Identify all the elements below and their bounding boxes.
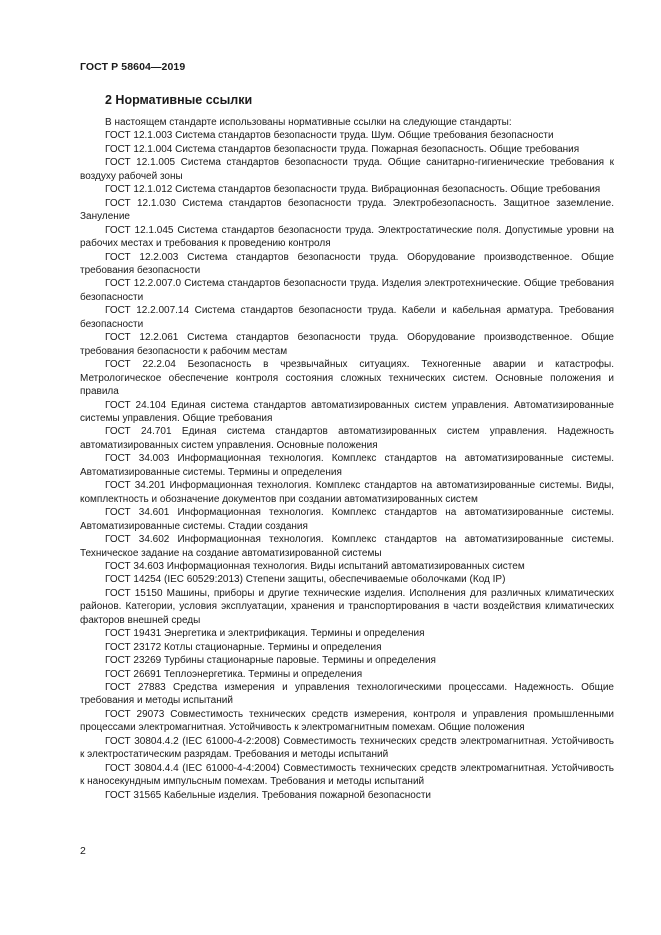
page-number: 2 (80, 845, 86, 857)
reference-paragraph: ГОСТ 12.1.004 Система стандартов безопасности труда. Пожарная безопасность. Общие требования (105, 143, 580, 155)
reference-paragraph: ГОСТ 34.601 Информационная технология. Комплекс стандартов на автоматизированные системы. Автоматизированные системы. Стадии создания (80, 507, 614, 532)
reference-paragraph: ГОСТ 15150 Машины, приборы и другие технические изделия. Исполнения для различных климатических районов. Категории, условия эксплуатации, хранения и транспортирования в части воздействия климатических факторов внешней среды (80, 587, 614, 626)
reference-paragraph: ГОСТ 12.2.007.14 Система стандартов безопасности труда. Кабели и кабельная арматура. Требования безопасности (80, 305, 614, 330)
reference-paragraph: ГОСТ 30804.4.4 (IEC 61000-4-4:2004) Совместимость технических средств электромагнитная. Устойчивость к наносекундным импульсным помехам. Требования и методы испытаний (80, 762, 614, 788)
reference-paragraph: ГОСТ 24.701 Единая система стандартов автоматизированных систем управления. Надежность автоматизированных систем управления. Основные положения (80, 426, 614, 451)
reference-paragraph: ГОСТ 34.602 Информационная технология. Комплекс стандартов на автоматизированные системы. Техническое задание на создание автоматизированной системы (80, 534, 614, 559)
reference-paragraph: ГОСТ 31565 Кабельные изделия. Требования пожарной безопасности (105, 789, 431, 801)
reference-paragraph: ГОСТ 12.2.007.0 Система стандартов безопасности труда. Изделия электротехнические. Общие требования безопасности (80, 278, 614, 303)
reference-paragraph: ГОСТ 29073 Совместимость технических средств измерения, контроля и управления промышленными процессами электромагнитная. Устойчивость к электромагнитным помехам. Общие положения (80, 708, 614, 734)
reference-paragraph: ГОСТ 22.2.04 Безопасность в чрезвычайных ситуациях. Техногенные аварии и катастрофы. Метрологическое обеспечение контроля состояния сложных технических систем. Основные положения и правила (80, 359, 614, 398)
reference-paragraph: ГОСТ 12.2.003 Система стандартов безопасности труда. Оборудование производственное. Общие требования безопасности (80, 251, 614, 276)
reference-paragraph: ГОСТ 26691 Теплоэнергетика. Термины и определения (105, 668, 363, 680)
reference-paragraph: ГОСТ 27883 Средства измерения и управления технологическими процессами. Надежность. Общие требования и методы испытаний (80, 682, 614, 707)
references-list (80, 116, 614, 802)
reference-paragraph: ГОСТ 12.1.012 Система стандартов безопасности труда. Вибрационная безопасность. Общие требования (105, 184, 601, 196)
document-code-header: ГОСТ Р 58604—2019 (80, 61, 186, 73)
reference-paragraph: ГОСТ 34.603 Информационная технология. Виды испытаний автоматизированных систем (105, 560, 525, 572)
reference-paragraph: ГОСТ 12.1.045 Система стандартов безопасности труда. Электростатические поля. Допустимые уровни на рабочих местах и требования к проведению контроля (80, 224, 614, 250)
reference-paragraph: ГОСТ 12.1.030 Система стандартов безопасности труда. Электробезопасность. Защитное заземление. Зануление (80, 197, 614, 223)
reference-paragraph: ГОСТ 19431 Энергетика и электрификация. Термины и определения (105, 628, 425, 640)
reference-paragraph: ГОСТ 12.2.061 Система стандартов безопасности труда. Оборудование производственное. Общие требования безопасности к рабочим местам (80, 332, 614, 357)
reference-paragraph: В настоящем стандарте использованы нормативные ссылки на следующие стандарты: (105, 117, 512, 128)
reference-paragraph: ГОСТ 12.1.003 Система стандартов безопасности труда. Шум. Общие требования безопасности (105, 130, 554, 142)
reference-paragraph: ГОСТ 23172 Котлы стационарные. Термины и определения (105, 641, 382, 653)
reference-paragraph: ГОСТ 30804.4.2 (IEC 61000-4-2:2008) Совместимость технических средств электромагнитная. Устойчивость к электростатическим разрядам. Требования и методы испытаний (80, 735, 614, 761)
reference-paragraph: ГОСТ 23269 Турбины стационарные паровые. Термины и определения (105, 655, 436, 667)
reference-paragraph: ГОСТ 24.104 Единая система стандартов автоматизированных систем управления. Автоматизированные системы управления. Общие требования (80, 399, 614, 424)
reference-paragraph: ГОСТ 12.1.005 Система стандартов безопасности труда. Общие санитарно-гигиенические требования к воздуху рабочей зоны (80, 157, 614, 182)
reference-paragraph: ГОСТ 34.201 Информационная технология. Комплекс стандартов на автоматизированные системы. Виды, комплектность и обозначение документов при создании автоматизированных систем (80, 480, 614, 505)
reference-paragraph: ГОСТ 14254 (IEC 60529:2013) Степени защиты, обеспечиваемые оболочками (Код IP) (105, 574, 506, 586)
reference-paragraph: ГОСТ 34.003 Информационная технология. Комплекс стандартов на автоматизированные системы. Автоматизированные системы. Термины и определения (80, 453, 614, 478)
section-title: 2 Нормативные ссылки (105, 93, 253, 107)
